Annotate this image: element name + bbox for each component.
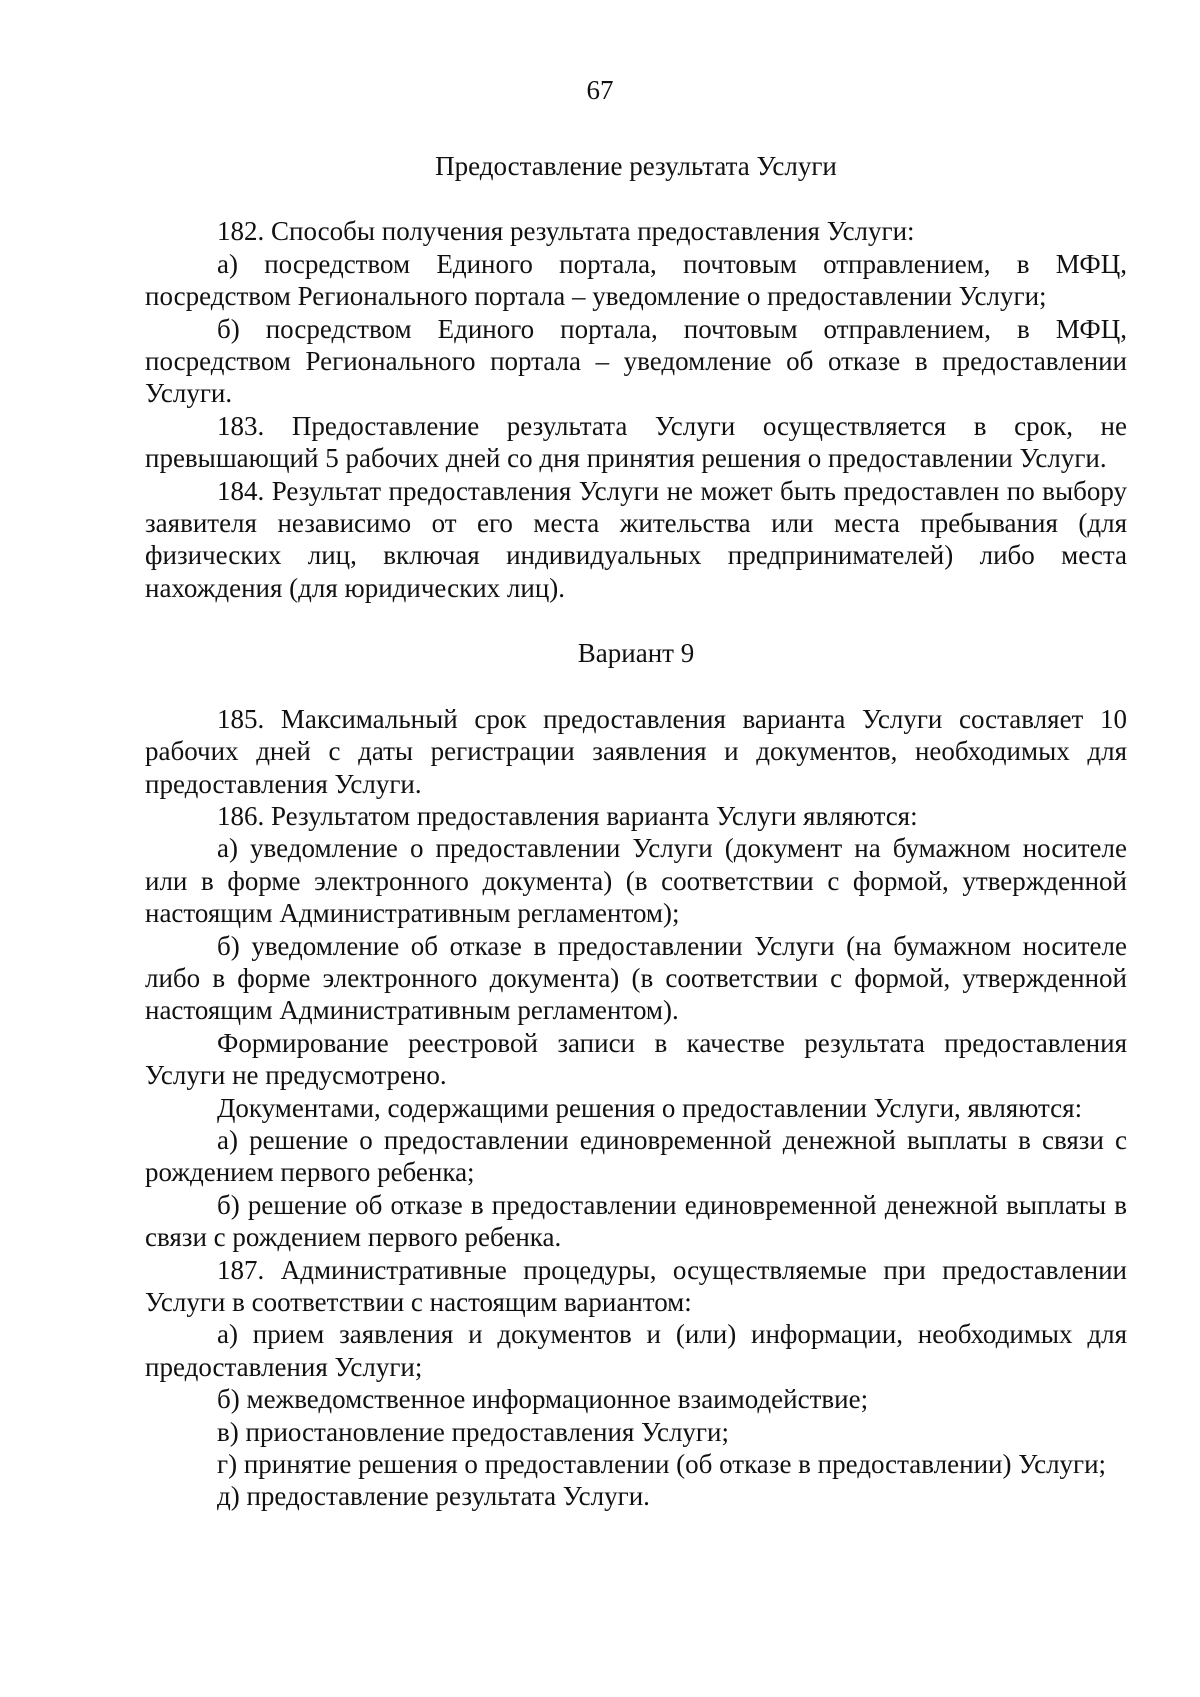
paragraph-182: 182. Способы получения результата предоставления Услуги: <box>217 216 915 247</box>
paragraph-187-g: г) принятие решения о предоставлении (об отказе в предоставлении) Услуги; <box>217 1449 1107 1480</box>
paragraph-registry-note: Формирование реестровой записи в качестве результата предоставления Услуги не предусмотрено. <box>145 1027 1127 1091</box>
page-number: 67 <box>586 75 614 105</box>
paragraph-186-b: б) уведомление об отказе в предоставлении Услуги (на бумажном носителе либо в форме электронного документа) (в соответствии с формой, утвержденной настоящим Административным регламентом). <box>145 930 1127 1026</box>
paragraph-187: 187. Административные процедуры, осуществляемые при предоставлении Услуги в соответствии с настоящим вариантом: <box>145 1254 1127 1317</box>
paragraph-decision-docs: Документами, содержащими решения о предоставлении Услуги, являются: <box>217 1092 1083 1123</box>
paragraph-184: 184. Результат предоставления Услуги не может быть предоставлен по выбору заявителя независимо от его места жительства или места пребывания (для физических лиц, включая индивидуальных предпринимателей) либо места нахождения (для юридических лиц). <box>145 475 1127 603</box>
paragraph-187-d: д) предоставление результата Услуги. <box>217 1481 650 1512</box>
variant-heading: Вариант 9 <box>577 638 695 669</box>
paragraph-182-b: б) посредством Единого портала, почтовым отправлением, в МФЦ, посредством Регионального портала – уведомление об отказе в предоставлении Услуги. <box>145 313 1127 409</box>
paragraph-183: 183. Предоставление результата Услуги осуществляется в срок, не превышающий 5 рабочих дней со дня принятия решения о предоставлении Услуги. <box>145 410 1127 474</box>
paragraph-186: 186. Результатом предоставления варианта Услуги являются: <box>217 800 918 831</box>
paragraph-187-a: а) прием заявления и документов и (или) информации, необходимых для предоставления Услуги; <box>145 1319 1127 1382</box>
paragraph-187-b: б) межведомственное информационное взаимодействие; <box>217 1384 869 1415</box>
document-body <box>145 150 1127 1513</box>
paragraph-182-a: а) посредством Единого портала, почтовым отправлением, в МФЦ, посредством Регионального портала – уведомление о предоставлении Услуги; <box>145 248 1127 312</box>
paragraph-decision-a: а) решение о предоставлении единовременной денежной выплаты в связи с рождением первого ребенка; <box>145 1124 1127 1188</box>
paragraph-187-v: в) приостановление предоставления Услуги; <box>217 1416 729 1447</box>
paragraph-185: 185. Максимальный срок предоставления варианта Услуги составляет 10 рабочих дней с даты регистрации заявления и документов, необходимых для предоставления Услуги. <box>145 703 1127 799</box>
paragraph-decision-b: б) решение об отказе в предоставлении единовременной денежной выплаты в связи с рождением первого ребенка. <box>145 1189 1127 1253</box>
section-heading: Предоставление результата Услуги <box>435 151 837 181</box>
paragraph-186-a: а) уведомление о предоставлении Услуги (документ на бумажном носителе или в форме электронного документа) (в соответствии с формой, утвержденной настоящим Административным регламентом); <box>145 833 1127 929</box>
